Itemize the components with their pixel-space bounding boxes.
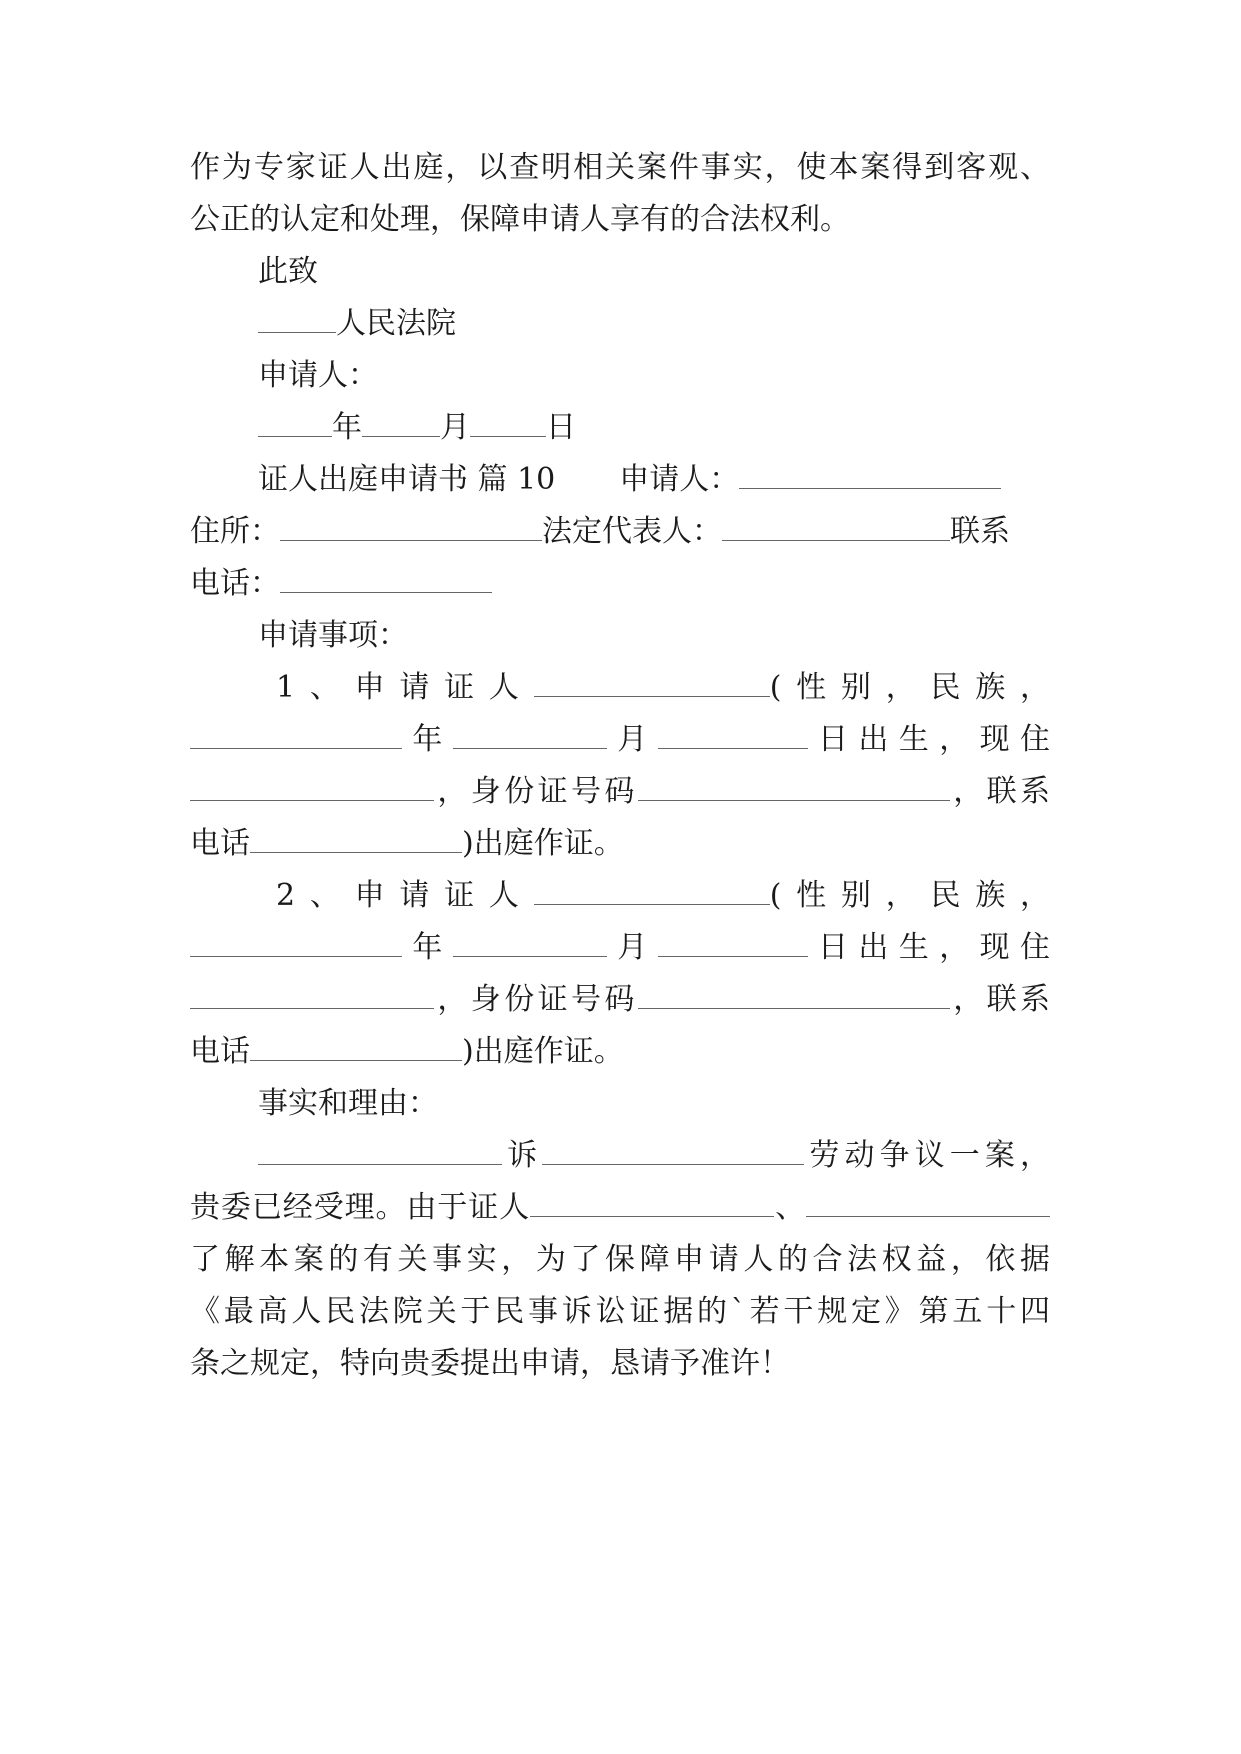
facts-line-5: 条之规定，特向贵委提出申请，恳请予准许！ bbox=[190, 1346, 790, 1381]
section-title: 证人出庭申请书 篇 10 bbox=[258, 462, 556, 497]
court-line: 人民法院 bbox=[258, 304, 1050, 344]
paragraph-line: 公正的认定和处理，保障申请人享有的合法权利。 bbox=[190, 202, 850, 237]
witness-2-line-1: 2、申请证人 (性别，民族， bbox=[276, 878, 1050, 913]
date-line: 年 月 日 bbox=[258, 408, 1050, 448]
facts-line-1: 诉 劳动争议一案， bbox=[258, 1136, 1050, 1176]
facts-line-4: 《最高人民法院关于民事诉讼证据的`若干规定》第五十四 bbox=[190, 1294, 1050, 1329]
applicant-signature: 申请人： bbox=[258, 358, 378, 393]
facts-label: 事实和理由： bbox=[258, 1086, 438, 1121]
heading-line: 证人出庭申请书 篇 10 申请人： bbox=[258, 460, 1050, 500]
witness-2-line-2: 年 月 日出生，现住 bbox=[190, 928, 1050, 968]
phone-line: 电话： bbox=[190, 564, 1050, 604]
witness-1-line-4: 电话 )出庭作证。 bbox=[190, 826, 624, 861]
witness-1-line-2: 年 月 日出生，现住 bbox=[190, 720, 1050, 760]
witness-1-line-3: ，身份证号码 ，联系 bbox=[190, 772, 1050, 812]
facts-line-2: 贵委已经受理。由于证人 、 bbox=[190, 1188, 1050, 1228]
witness-1-line-1: 1、申请证人 (性别，民族， bbox=[276, 670, 1050, 705]
residence-line: 住所： 法定代表人： 联系 bbox=[190, 514, 1010, 549]
witness-2-line-3: ，身份证号码 ，联系 bbox=[190, 980, 1050, 1020]
salutation: 此致 bbox=[258, 254, 318, 289]
facts-line-3: 了解本案的有关事实，为了保障申请人的合法权益，依据 bbox=[190, 1242, 1050, 1277]
witness-2-line-4: 电话 )出庭作证。 bbox=[190, 1034, 624, 1069]
items-label: 申请事项： bbox=[258, 618, 408, 653]
paragraph-line: 作为专家证人出庭，以查明相关案件事实，使本案得到客观、 bbox=[190, 150, 1050, 185]
